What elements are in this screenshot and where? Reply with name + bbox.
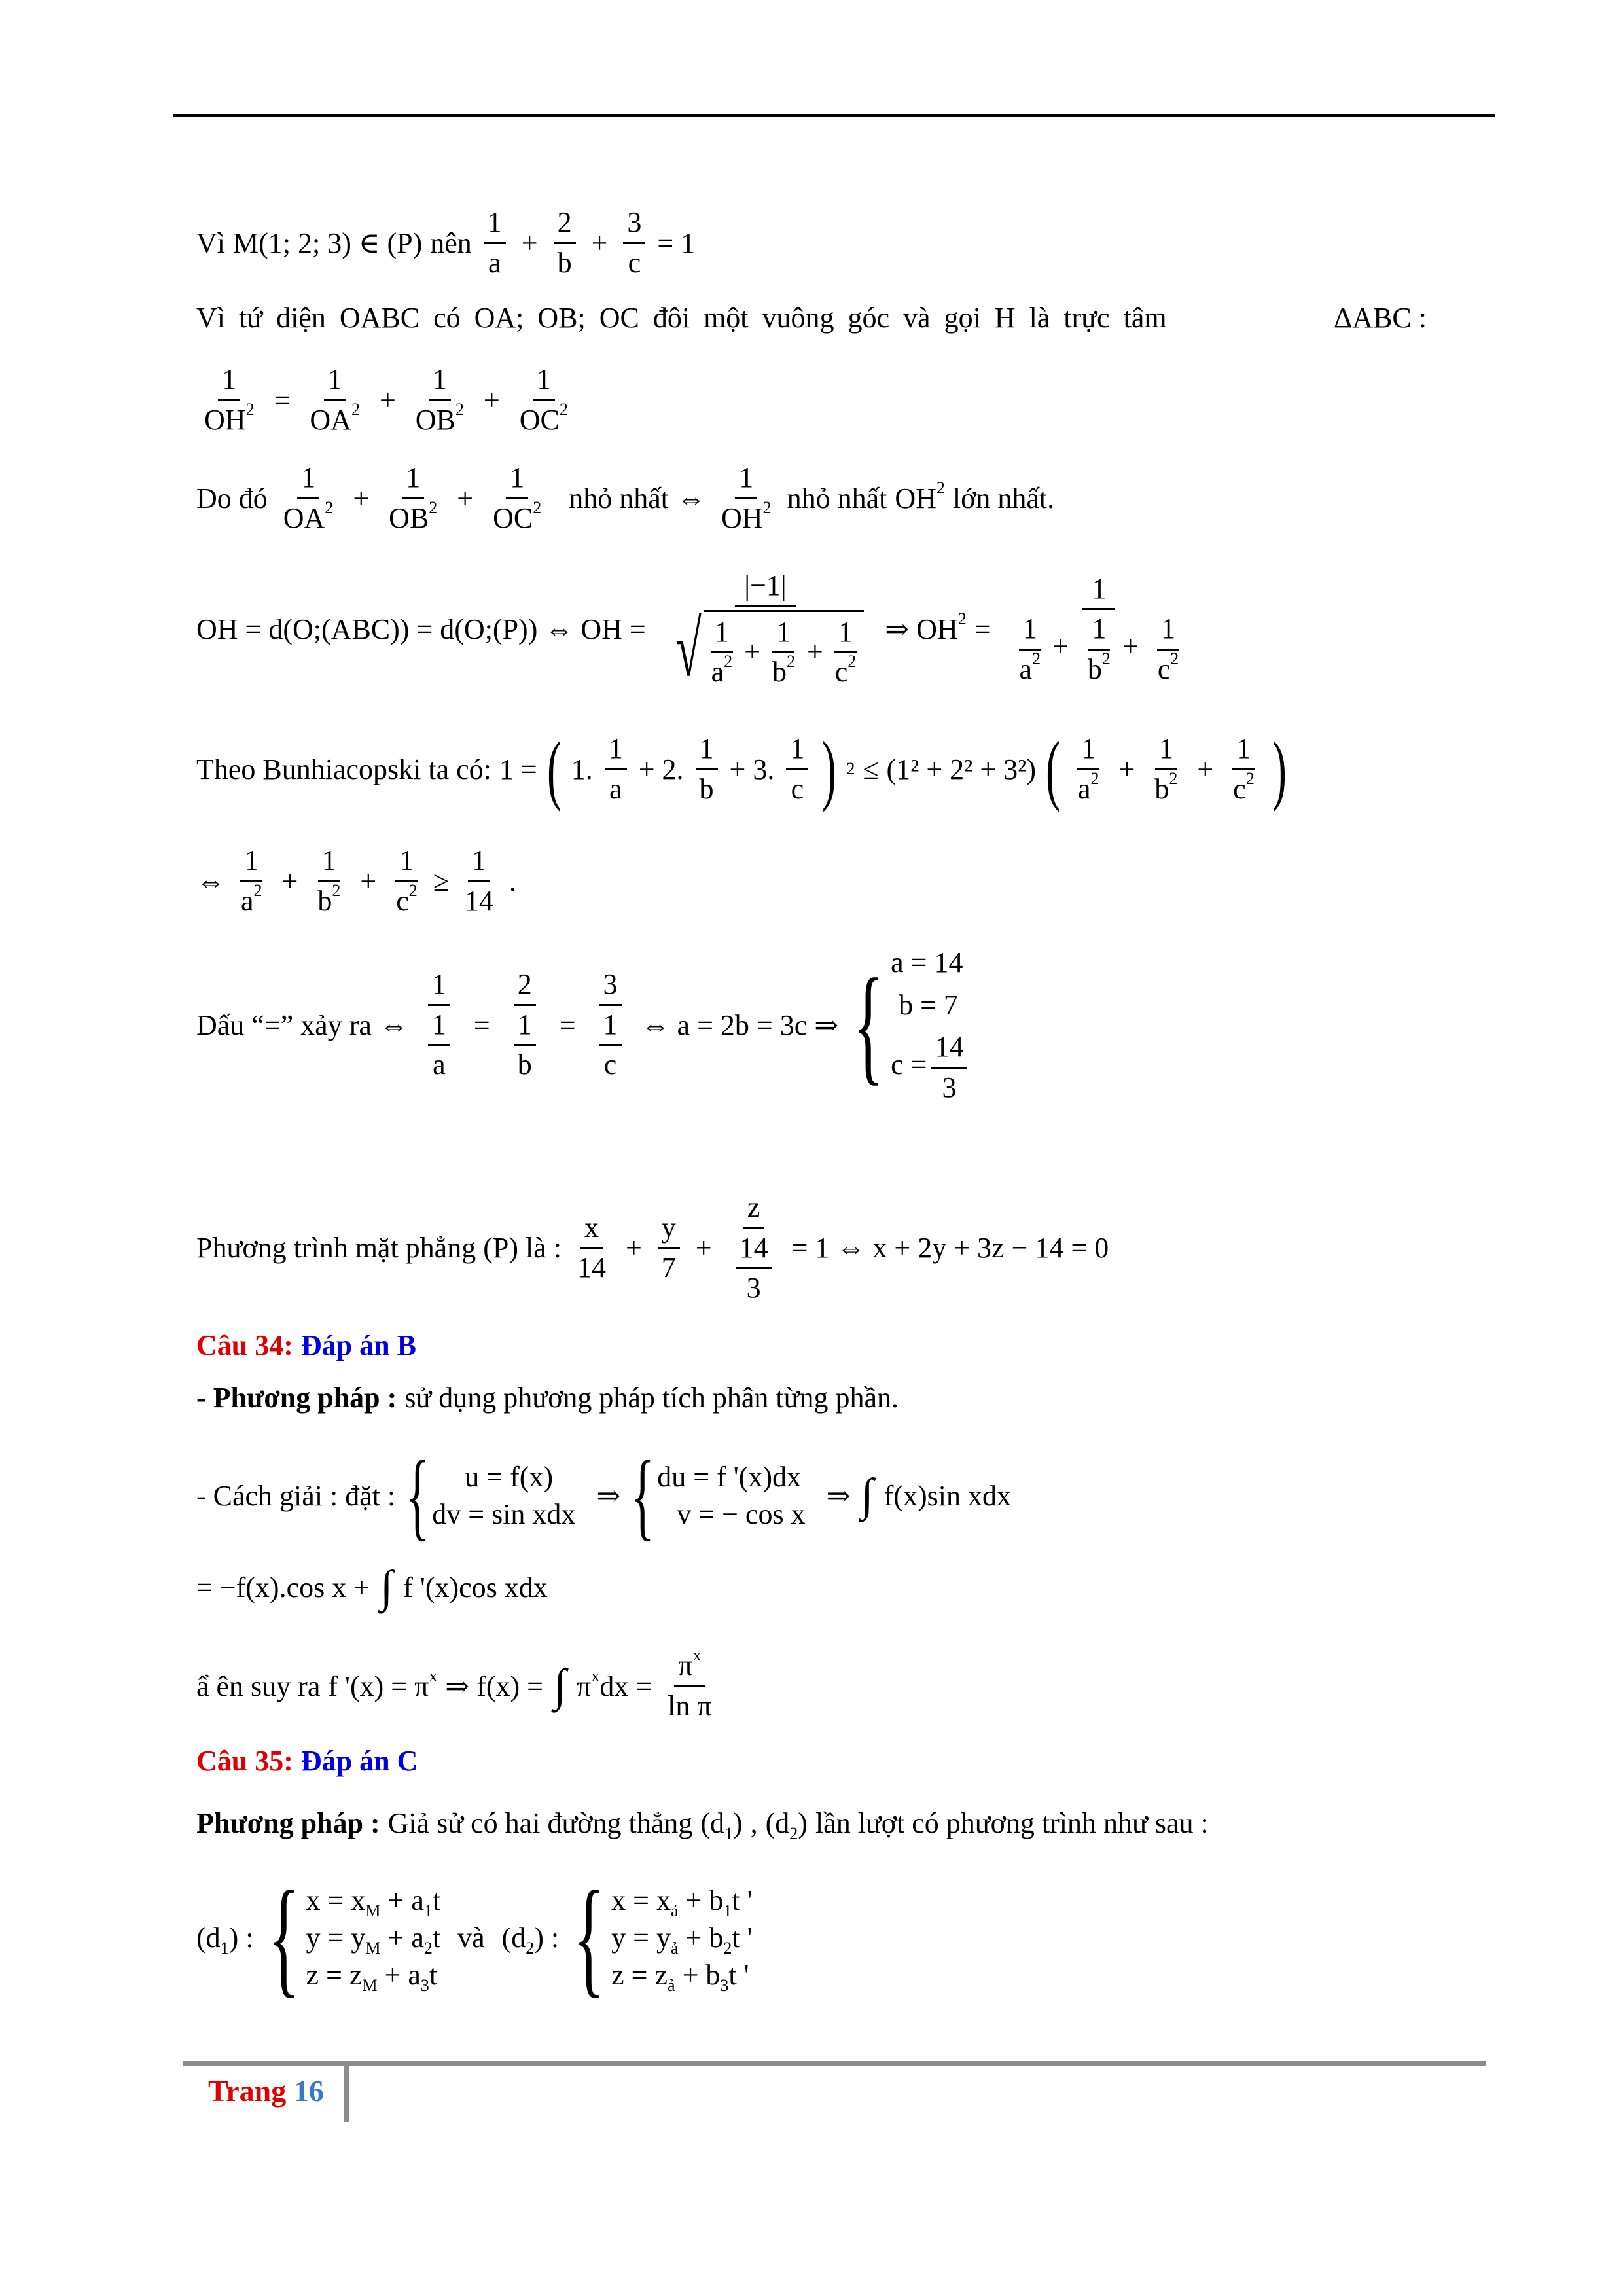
sqrt: √ $\frac{1}{a^2}$ + $\frac{1}{b^2}$ + $\frac{1}{c^2}$ [667,610,865,689]
text: Phương trình mặt phẳng (P) là : [196,1232,562,1265]
system-d2: { $x = x_ả + b_1t$ ' $y = y_ả + b_2t$ ' $z = z_ả + b_3t$ ' [573,1865,753,2009]
method-line [196,1381,899,1414]
fraction-ob: $\frac{1}{OB^2}$ [415,363,464,436]
fraction: $\frac{3}{c}$ [623,206,645,279]
text: Do đó [196,482,268,514]
text: nhỏ nhất [569,482,669,514]
method-text: Giả sử có hai đường thẳng [387,1807,693,1839]
question-34-heading [196,1329,416,1362]
line-bunhiacopski: Theo Bunhiacopski ta có: 1 = ( 1. $\frac{1}{a}$ + 2. $\frac{1}{b}$ + 3. $\frac{1}{c}$ ) 2 ≤ (1² + 2² + 3²) ( $\frac{1}{a^2}$ + $\frac{1}{b^2}$ + $\frac{1}{c^2}$ ) [196,725,1287,812]
line-d2: $(d_2)$ [765,1807,808,1843]
text: Vì [196,226,225,259]
equation-rhs: = 1 [657,226,696,259]
integration-result: = −f(x).cos x + ∫ f '(x)cos xdx [196,1562,548,1612]
line-equality-case: Dấu “=” xảy ra ⇔ $\frac{1}{\frac{1}{a}}$ = $\frac{2}{\frac{1}{b}}$ = $\frac{3}{\frac{1}{c}}$ ⇔ a = 2b = 3c ⇒ { a = 14 b = 7 c = $\frac{14}{3}$ [196,946,971,1104]
page-number: Trang 16 [208,2074,324,2108]
question-35-heading [196,1744,418,1778]
oh-squared: $OH^2$ [895,478,945,514]
line-vi-m: Vì M(1; 2; 3) ∈ (P) nên $\frac{1}{a}$ + $\frac{2}{b}$ + $\frac{3}{c}$ = 1 [196,206,696,279]
line-plane-equation: Phương trình mặt phẳng (P) là : $\frac{x}{14}$ + $\frac{y}{7}$ + $\frac{z}{\frac{14}{3}}$ = 1 ⇔ x + 2y + 3z − 14 = 0 [196,1191,1109,1304]
integral-sign: ∫ [861,1470,874,1520]
line-d1: $(d_1)$ [700,1807,743,1843]
derivative-system: { du = f '(x)dx v = − cos x [631,1441,806,1550]
fraction-oa: $\frac{1}{OA^2}$ [310,363,360,436]
text: OH = d(O;(ABC)) = d(O;(P)) ⇔ OH = [196,613,646,645]
line-oh-identity: $\frac{1}{OH^2}$ = $\frac{1}{OA^2}$ + $\frac{1}{OB^2}$ + $\frac{1}{OC^2}$ [196,363,576,437]
line-do-do: Do đó $\frac{1}{OA^2}$ + $\frac{1}{OB^2}$ + $\frac{1}{OC^2}$ nhỏ nhất ⇔ $\frac{1}{OH^2}$ nhỏ nhất $OH^2$ lớn nhất. [196,461,1055,534]
solution-line: - Cách giải : đặt : { u = f(x) dv = sin xdx ⇒ { du = f '(x)dx v = − cos x ⇒ ∫ f(x)sin xdx [196,1441,1011,1550]
text: Theo Bunhiacopski ta có: [196,753,491,785]
triangle-abc: ΔABC : [1334,302,1427,334]
footer-divider [344,2066,349,2122]
method-line-35: Phương pháp : Giả sử có hai đường thẳng $(d_1)$ , $(d_2)$ lần lượt có phương trình như sau : [196,1807,1209,1843]
answer-label: Đáp án C [300,1745,418,1777]
integral-sign: ∫ [553,1660,567,1712]
fraction-oh: $\frac{1}{OH^2}$ [204,363,255,436]
leq-symbol: ≤ [863,753,879,785]
system-abc: { a = 14 b = 7 c = $\frac{14}{3}$ [846,946,971,1104]
line-inequality: ⇔ $\frac{1}{a^2}$ + $\frac{1}{b^2}$ + $\frac{1}{c^2}$ ≥ $\frac{1}{14}$ . [196,844,516,917]
math: 1 = [499,753,537,785]
fraction: $\frac{1}{OC^2}$ [493,461,542,534]
question-number: Câu 34: [196,1329,293,1361]
math: = 1 ⇔ x + 2y + 3z − 14 = 0 [791,1232,1109,1265]
fraction: $\frac{1}{OA^2}$ [283,461,334,534]
fraction: $\frac{1}{OB^2}$ [389,461,438,534]
text: lần lượt có phương trình như sau : [815,1807,1209,1839]
footer-rule [183,2061,1486,2066]
fraction: $\frac{2}{b}$ [554,206,576,279]
system-d1: { $x = x_M + a_1t$ $y = y_M + a_2t$ $z = z_M + a_3t$ [268,1865,441,2009]
math-point-m: M(1; 2; 3) ∈ (P) [233,226,423,259]
conclusion-line: ẩ ên suy ra f '$(x) = \pi^x$ ⇒ f(x) = ∫ $\pi^xdx$ = $\frac{\pi^x}{\text{ln π}}$ [196,1645,712,1722]
answer-label: Đáp án B [300,1329,416,1361]
sum-squares: (1² + 2² + 3²) [886,753,1036,785]
text: nên [430,226,472,259]
substitution-system: { u = f(x) dv = sin xdx [406,1441,576,1550]
line-d2-label: $(d_2)$ : [501,1921,560,1958]
text: Dấu “=” xảy ra [196,1009,372,1041]
method-text: sử dụng phương pháp tích phân từng phần. [404,1382,899,1414]
text: nhỏ nhất [787,482,887,514]
fraction-oc: $\frac{1}{OC^2}$ [519,363,568,436]
text: ẩ ên suy ra [196,1670,321,1702]
integral-sign: ∫ [380,1562,393,1612]
paragraph-text: Vì tứ diện OABC có OA; OB; OC đôi một vuông góc và gọi H là trực tâm [196,302,1167,334]
question-number: Câu 35: [196,1745,293,1777]
geq-symbol: ≥ [433,865,449,897]
method-label: Phương pháp : [196,1807,380,1839]
method-label: - Phương pháp : [196,1382,397,1414]
fraction-oh-squared: 1 $\frac{1}{a^2}$ + $\frac{1}{b^2}$ + $\frac{1}{c^2}$ [1019,572,1179,685]
math: ⇔ a = 2b = 3c ⇒ [641,1009,839,1041]
fraction-distance: |−1| √ $\frac{1}{a^2}$ + $\frac{1}{b^2}$ + $\frac{1}{c^2}$ [658,569,874,689]
iff-symbol: ⇔ [677,482,706,514]
line-oh-distance [196,569,1200,692]
solution-label: - Cách giải : đặt : [196,1479,396,1512]
parametric-equations: $(d_1)$ : { $x = x_M + a_1t$ $y = y_M + a_2t$ $z = z_M + a_3t$ và $(d_2)$ : { $x = x_ả + b_1t$ ' $y = y_ả + b_2t$ ' $z = z_ả + b_3t$ ' [196,1865,753,2009]
fraction: $\frac{1}{OH^2}$ [721,461,772,534]
oh-squared: ⇒ $OH^2$ [885,609,967,645]
line-tu-dien [196,301,1427,334]
equals: = [974,613,991,645]
fraction: $\frac{1}{a}$ [484,206,506,279]
line-d1-label: $(d_1)$ : [196,1921,254,1958]
header-rule [173,114,1495,117]
iff-symbol: ⇔ [196,865,225,897]
text: lớn nhất. [952,482,1055,514]
